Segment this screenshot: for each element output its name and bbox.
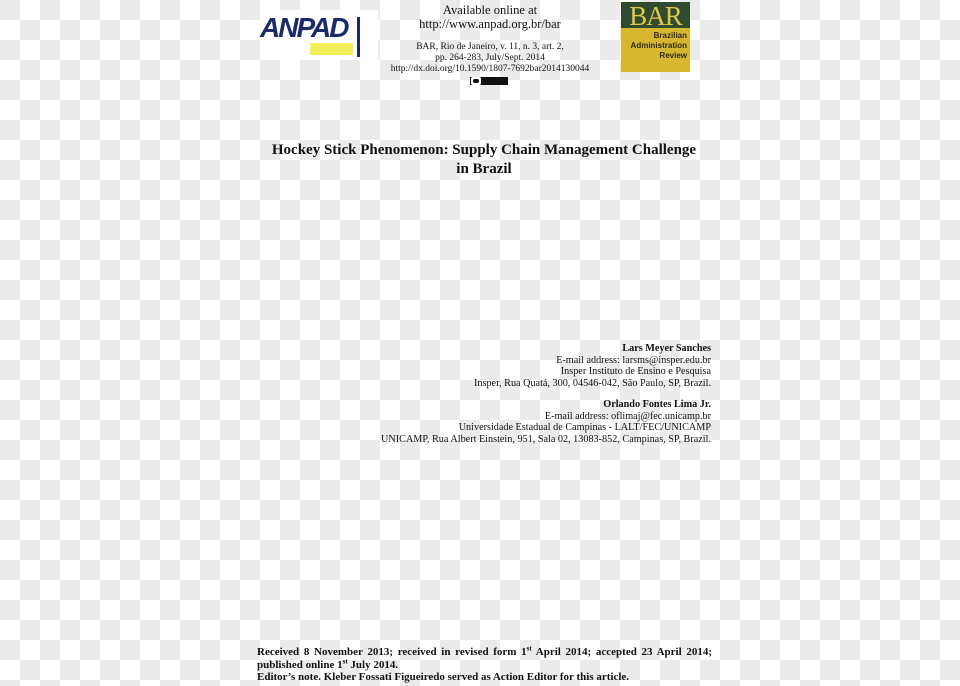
cc-license-badge[interactable] [470,77,508,85]
anpad-logo-text: ANPAD [260,12,348,43]
bar-journal-logo [621,2,690,72]
received-text: Received 8 November 2013; received in revised form 1 [257,646,527,658]
bar-subtitle-line: Administration [630,41,687,50]
bar-logo-wordmark: BAR [621,2,690,28]
author-institution: Insper Instituto de Ensino e Pesquisa [560,366,711,378]
journal-url[interactable]: http://www.anpad.org.br/bar [419,17,561,31]
author-institution: Universidade Estadual de Campinas - LALT/FEC/UNICAMP [458,422,711,434]
ordinal-suffix: st [342,656,348,665]
article-title [250,141,718,179]
anpad-logo [260,10,378,60]
title-line: Hockey Stick Phenomenon: Supply Chain Management Challenge [271,142,697,158]
author-email[interactable]: E-mail address: oflimaj@fec.unicamp.br [544,410,711,422]
availability-notice [380,3,600,31]
author-address: Insper, Rua Quatá, 300, 04546-042, São Paulo, SP, Brazil. [474,377,711,389]
bar-subtitle-line: Review [659,51,687,60]
doi-link[interactable]: http://dx.doi.org/10.1590/1807-7692bar2014130044 [390,64,590,74]
author-name: Lars Meyer Sanches [622,343,711,354]
submission-history [257,646,712,684]
citation-block [380,42,600,75]
author-block [381,399,711,445]
author-address: UNICAMP, Rua Albert Einstein, 951, Sala 02, 13083-852, Campinas, SP, Brazil. [381,433,711,445]
author-name: Orlando Fontes Lima Jr. [603,399,711,410]
bar-logo-subtitle [631,31,687,61]
author-block [474,343,711,389]
received-text: April 2014; accepted 23 April 2014; published online 1 [257,646,712,671]
citation-pages: pp. 264-283, July/Sept. 2014 [435,53,545,63]
received-dates [257,646,712,671]
availability-line: Available online at [442,3,538,17]
citation-volume: BAR, Rio de Janeiro, v. 11, n. 3, art. 2, [416,42,564,52]
anpad-logo-yellow-block [310,43,353,55]
bar-subtitle-line: Brazilian [653,31,687,40]
author-email[interactable]: E-mail address: larsms@insper.edu.br [556,354,711,366]
anpad-logo-divider [357,17,360,57]
editor-note: Editor’s note. Kleber Fossati Figueiredo served as Action Editor for this article. [257,671,630,683]
title-line: in Brazil [456,161,512,177]
creative-commons-icon [471,77,481,85]
received-text: July 2014. [347,658,399,671]
ordinal-suffix: st [526,644,532,653]
